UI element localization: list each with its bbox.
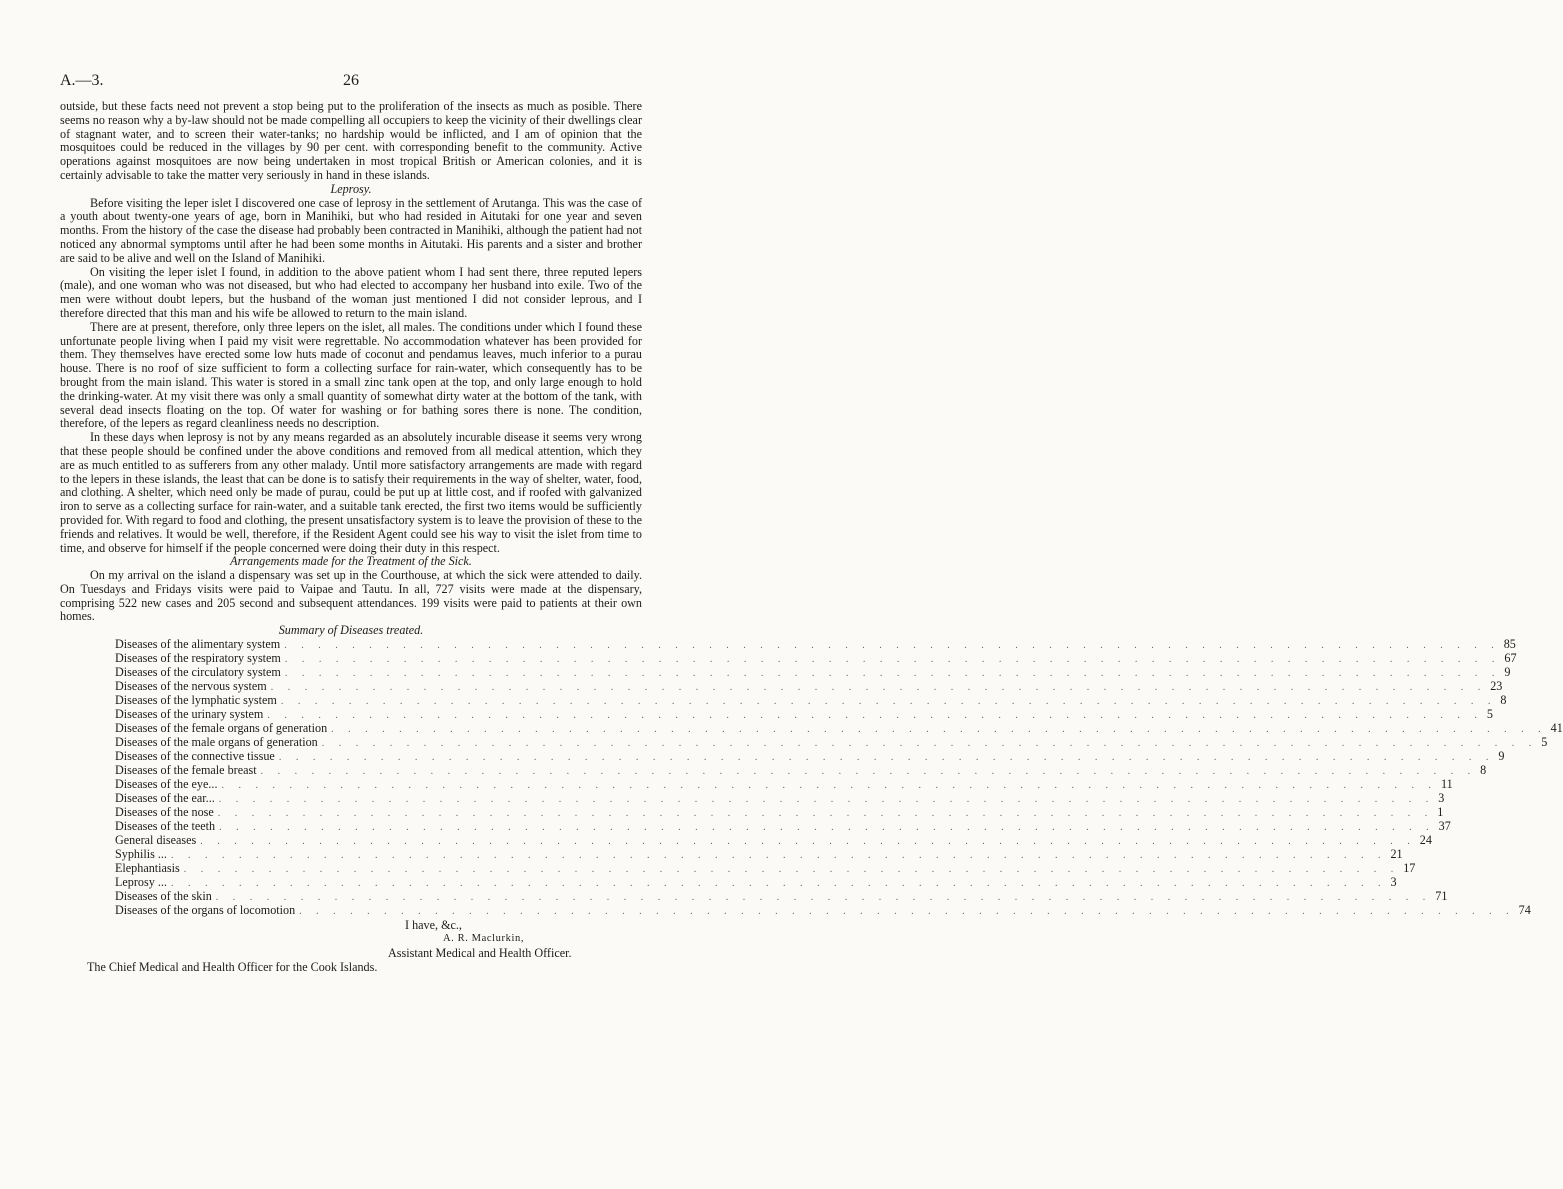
leader-dots: . . . . . . . . . . . . . . . . . . . . . . . . . . . . . . . . . . . . . . . . . . . . . . . . . . . . . . . . . . . . . . . . . . . . . . . . (219, 822, 1435, 834)
disease-label: Diseases of the lymphatic system (115, 693, 277, 708)
signature-block (60, 918, 642, 960)
table-row (115, 693, 1507, 708)
leader-dots: . . . . . . . . . . . . . . . . . . . . . . . . . . . . . . . . . . . . . . . . . . . . . . . . . . . . . . . . . . . . . . . . . . . . . . . . (217, 808, 1434, 820)
leader-dots: . . . . . . . . . . . . . . . . . . . . . . . . . . . . . . . . . . . . . . . . . . . . . . . . . . . . . . . . . . . . . . . . . . . . . . . . (278, 752, 1495, 764)
leader-dots: . . . . . . . . . . . . . . . . . . . . . . . . . . . . . . . . . . . . . . . . . . . . . . . . . . . . . . . . . . . . . . . . . . . . . . . . (170, 878, 1387, 890)
table-row (115, 819, 1451, 834)
table-row (115, 805, 1444, 820)
disease-label: Syphilis ... (115, 847, 167, 862)
table-row (115, 721, 1563, 736)
disease-count: 24 (1419, 833, 1432, 848)
leader-dots: . . . . . . . . . . . . . . . . . . . . . . . . . . . . . . . . . . . . . . . . . . . . . . . . . . . . . . . . . . . . . . . . . . . . . . . . (215, 892, 1432, 904)
signatory-name: A. R. Maclurkin, (443, 933, 525, 945)
leader-dots: . . . . . . . . . . . . . . . . . . . . . . . . . . . . . . . . . . . . . . . . . . . . . . . . . . . . . . . . . . . . . . . . . . . . . . . . (221, 780, 1437, 792)
disease-label: Diseases of the nervous system (115, 679, 267, 694)
table-row (115, 665, 1511, 680)
leader-dots: . . . . . . . . . . . . . . . . . . . . . . . . . . . . . . . . . . . . . . . . . . . . . . . . . . . . . . . . . . . . . . . . . . . . . . . . (267, 710, 1483, 722)
disease-label: Diseases of the ear... (115, 791, 215, 806)
table-row (115, 889, 1448, 904)
table-row (115, 749, 1505, 764)
leprosy-paragraph: In these days when leprosy is not by any means regarded as an absolutely incurable disease it seems very wrong that these people should be confined under the above conditions and removed from all medical attention, which they are as much entitled to as sufferers from any other malady. Until more satisfactory arrangements are made with regard to the lepers in these islands, the least that can be done is to satisfy their requirements in the way of shelter, water, food, and clothing. A shelter, which need only be made of purau, could be put up at little cost, and if roofed with galvanized iron to serve as a collecting surface for rain-water, and a suitable tank erected, the first two items would be sufficiently provided for. With regard to food and clothing, the present unsatisfactory system is to leave the provision of these to the friends and relatives. It would be well, therefore, if the Resident Agent could see his way to visit the islet from time to time, and observe for himself if the people concerned were doing their duty in this respect. (60, 430, 642, 555)
intro-paragraph: outside, but these facts need not prevent a stop being put to the proliferation of the insects as much as posible. There seems no reason why a by-law should not be made compelling all occupiers to keep the vicinity of their dwellings clear of stagnant water, and to screen their water-tanks; no hardship would be inflicted, and I am of opinion that the mosquitoes could be reduced in the villages by 90 per cent. with corresponding benefit to the community. Active operations against mosquitoes are now being undertaken in most tropical British or American colonies, and it is certainly advisable to take the matter very seriously in hand in these islands. (60, 99, 642, 182)
disease-count: 74 (1518, 903, 1531, 918)
page-number: 26 (343, 72, 359, 89)
disease-label: Diseases of the respiratory system (115, 651, 281, 666)
disease-label: Diseases of the female breast (115, 763, 257, 778)
disease-label: Diseases of the skin (115, 889, 212, 904)
leader-dots: . . . . . . . . . . . . . . . . . . . . . . . . . . . . . . . . . . . . . . . . . . . . . . . . . . . . . . . . . . . . . . . . . . . . . . . . (260, 766, 1477, 778)
disease-count: 37 (1438, 819, 1451, 834)
leader-dots: . . . . . . . . . . . . . . . . . . . . . . . . . . . . . . . . . . . . . . . . . . . . . . . . . . . . . . . . . . . . . . . . . . . . . . . . (170, 850, 1387, 862)
disease-count: 3 (1438, 791, 1445, 806)
disease-label: Diseases of the urinary system (115, 707, 264, 722)
table-row (115, 707, 1493, 722)
signatory-title: Assistant Medical and Health Officer. (388, 946, 572, 961)
table-row (115, 777, 1453, 792)
arrangements-heading: Arrangements made for the Treatment of the Sick. (230, 554, 472, 569)
summary-heading: Summary of Diseases treated. (278, 623, 424, 638)
disease-label: Diseases of the organs of locomotion (115, 903, 296, 918)
leader-dots: . . . . . . . . . . . . . . . . . . . . . . . . . . . . . . . . . . . . . . . . . . . . . . . . . . . . . . . . . . . . . . . . . . . . . . . . (200, 836, 1416, 848)
table-row (115, 875, 1397, 890)
disease-count: 1 (1437, 805, 1444, 820)
page-body (60, 99, 1563, 975)
leader-dots: . . . . . . . . . . . . . . . . . . . . . . . . . . . . . . . . . . . . . . . . . . . . . . . . . . . . . . . . . . . . . . . . . . . . . . . . (183, 864, 1400, 876)
table-row (115, 637, 1516, 652)
disease-count: 9 (1504, 665, 1511, 680)
leader-dots: . . . . . . . . . . . . . . . . . . . . . . . . . . . . . . . . . . . . . . . . . . . . . . . . . . . . . . . . . . . . . . . . . . . . . . . . (284, 640, 1500, 652)
addressee-line: The Chief Medical and Health Officer for the Cook Islands. (87, 960, 378, 975)
table-row (115, 679, 1503, 694)
disease-count: 5 (1486, 707, 1493, 722)
disease-count: 17 (1403, 861, 1416, 876)
table-row (115, 763, 1487, 778)
disease-label: Diseases of the eye... (115, 777, 218, 792)
disease-label: Leprosy ... (115, 875, 167, 890)
leader-dots: . . . . . . . . . . . . . . . . . . . . . . . . . . . . . . . . . . . . . . . . . . . . . . . . . . . . . . . . . . . . . . . . . . . . . . . . (331, 724, 1547, 736)
table-row (115, 861, 1416, 876)
disease-count: 23 (1490, 679, 1503, 694)
disease-count: 71 (1435, 889, 1448, 904)
disease-label: Elephantiasis (115, 861, 180, 876)
disease-count: 85 (1503, 637, 1516, 652)
disease-count: 8 (1500, 693, 1507, 708)
leader-dots: . . . . . . . . . . . . . . . . . . . . . . . . . . . . . . . . . . . . . . . . . . . . . . . . . . . . . . . . . . . . . . . . . . . . . . . . (284, 654, 1501, 666)
page-header (60, 72, 640, 92)
leprosy-heading: Leprosy. (330, 181, 372, 196)
disease-label: General diseases (115, 833, 197, 848)
disease-count: 11 (1440, 777, 1453, 792)
table-row (115, 735, 1548, 750)
disease-label: Diseases of the connective tissue (115, 749, 275, 764)
disease-label: Diseases of the nose (115, 805, 214, 820)
arrangements-paragraph: On my arrival on the island a dispensary was set up in the Courthouse, at which the sick were attended to daily. On Tuesdays and Fridays visits were paid to Vaipae and Tautu. In all, 727 visits were made at the dispensary, comprising 522 new cases and 205 second and subsequent attendances. 199 visits were paid to patients at their own homes. (60, 568, 642, 624)
disease-label: Diseases of the teeth (115, 819, 216, 834)
closing-line: I have, &c., (405, 918, 462, 933)
disease-count: 8 (1480, 763, 1487, 778)
disease-label: Diseases of the male organs of generation (115, 735, 318, 750)
leprosy-paragraph: There are at present, therefore, only three lepers on the islet, all males. The conditions under which I found these unfortunate people living when I paid my visit were regrettable. No accommodation whatever has been provided for them. They themselves have erected some low huts made of coconut and pendamus leaves, much inferior to a purau house. There is no roof of size sufficient to form a collecting surface for rain-water, which consequently has to be brought from the main island. This water is stored in a small zinc tank open at the top, and only large enough to hold the drinking-water. At my visit there was only a small quantity of somewhat dirty water at the bottom of the tank, with several dead insects floating on the top. Of water for washing or for bathing sores there is none. The condition, therefore, of the lepers as regard cleanliness needs no description. (60, 319, 642, 431)
disease-label: Diseases of the female organs of generation (115, 721, 328, 736)
leader-dots: . . . . . . . . . . . . . . . . . . . . . . . . . . . . . . . . . . . . . . . . . . . . . . . . . . . . . . . . . . . . . . . . . . . . . . . . (280, 696, 1497, 708)
table-row (115, 903, 1531, 918)
disease-count: 67 (1504, 651, 1517, 666)
table-row (115, 847, 1403, 862)
leader-dots: . . . . . . . . . . . . . . . . . . . . . . . . . . . . . . . . . . . . . . . . . . . . . . . . . . . . . . . . . . . . . . . . . . . . . . . . (299, 906, 1515, 918)
disease-count: 3 (1390, 875, 1397, 890)
disease-count: 21 (1390, 847, 1403, 862)
leprosy-paragraph: On visiting the leper islet I found, in addition to the above patient whom I had sent there, three reputed lepers (male), and one woman who was not diseased, but who had elected to accompany her husband into exile. Two of the men were without doubt lepers, but the husband of the woman just mentioned I did not consider leprous, and I therefore directed that this man and his wife be allowed to return to the main island. (60, 264, 642, 320)
table-row (115, 651, 1517, 666)
leader-dots: . . . . . . . . . . . . . . . . . . . . . . . . . . . . . . . . . . . . . . . . . . . . . . . . . . . . . . . . . . . . . . . . . . . . . . . . (218, 794, 1435, 806)
table-row (115, 833, 1432, 848)
document-reference: A.—3. (60, 72, 104, 89)
leader-dots: . . . . . . . . . . . . . . . . . . . . . . . . . . . . . . . . . . . . . . . . . . . . . . . . . . . . . . . . . . . . . . . . . . . . . . . . (284, 668, 1501, 680)
disease-count: 41 (1550, 721, 1563, 736)
disease-count: 5 (1541, 735, 1548, 750)
disease-label: Diseases of the alimentary system (115, 637, 281, 652)
disease-summary-table (115, 637, 1563, 918)
disease-count: 9 (1498, 749, 1505, 764)
leader-dots: . . . . . . . . . . . . . . . . . . . . . . . . . . . . . . . . . . . . . . . . . . . . . . . . . . . . . . . . . . . . . . . . . . . . . . . . (321, 738, 1538, 750)
disease-label: Diseases of the circulatory system (115, 665, 281, 680)
leader-dots: . . . . . . . . . . . . . . . . . . . . . . . . . . . . . . . . . . . . . . . . . . . . . . . . . . . . . . . . . . . . . . . . . . . . . . . . (270, 682, 1487, 694)
leprosy-paragraph: Before visiting the leper islet I discovered one case of leprosy in the settlement of Arutanga. This was the case of a youth about twenty-one years of age, born in Manihiki, but who had resided in Aitutaki for one year and seven months. From the history of the case the disease had probably been contracted in Manihiki, although the patient had not noticed any abnormal symptoms until after he had been some months in Aitutaki. His parents and a sister and brother are said to be alive and well on the Island of Manihiki. (60, 195, 642, 265)
table-row (115, 791, 1445, 806)
